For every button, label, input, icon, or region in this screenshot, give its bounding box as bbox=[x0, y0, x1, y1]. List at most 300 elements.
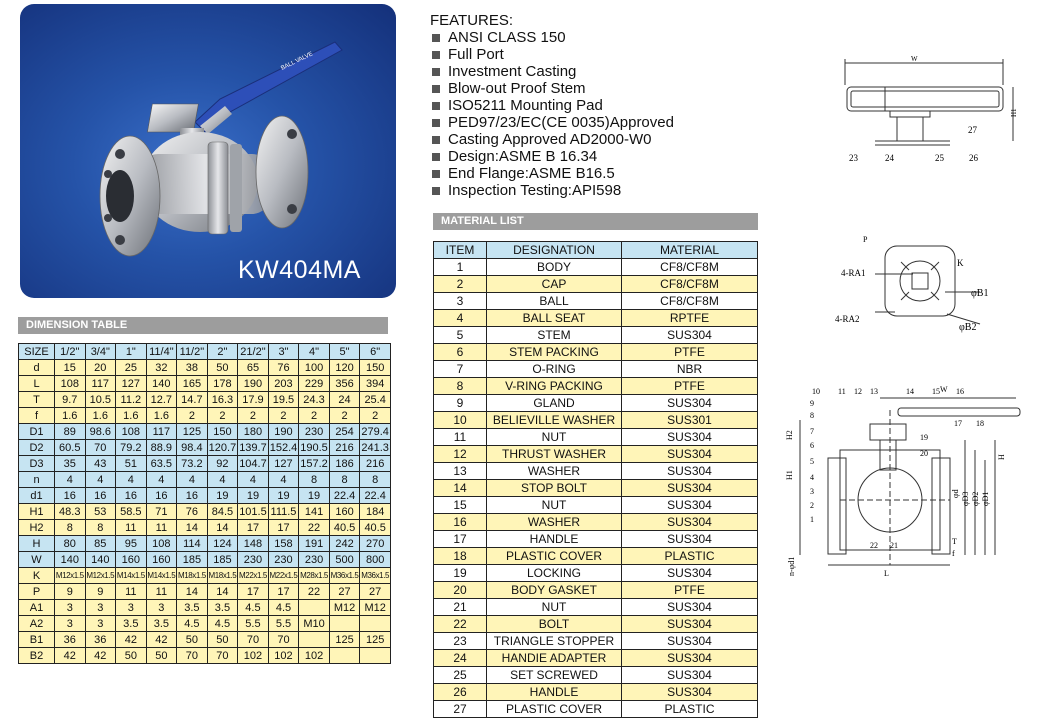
part-label: 19 bbox=[920, 433, 928, 442]
dimension-value-cell: 102 bbox=[238, 648, 269, 664]
material-row bbox=[434, 361, 758, 378]
dimension-label-cell: D2 bbox=[19, 440, 55, 456]
designation-cell: BELIEVILLE WASHER bbox=[487, 412, 622, 429]
features-list bbox=[430, 12, 674, 199]
dimension-value-cell: M22x1.5 bbox=[268, 568, 299, 584]
part-label: 27 bbox=[968, 125, 977, 135]
dimension-row bbox=[19, 584, 391, 600]
dimension-value-cell: 2 bbox=[238, 408, 269, 424]
section-d2-label: φD2 bbox=[971, 491, 980, 506]
dimension-value-cell: 241.3 bbox=[361, 441, 389, 454]
dimension-label-cell: K bbox=[19, 568, 55, 584]
dimension-value-cell: 2 bbox=[207, 408, 238, 424]
item-cell: 22 bbox=[434, 616, 487, 633]
material-row bbox=[434, 429, 758, 446]
dimension-value-cell: 71 bbox=[146, 504, 177, 520]
dimension-value-cell: 16 bbox=[177, 488, 208, 504]
dimension-value-cell: 92 bbox=[207, 456, 238, 472]
material-cell: SUS304 bbox=[622, 531, 758, 548]
feature-text: Full Port bbox=[448, 46, 504, 63]
feature-text: PED97/23/EC(CE 0035)Approved bbox=[448, 114, 674, 131]
dimension-value-cell: 4.5 bbox=[207, 616, 238, 632]
designation-cell: BALL SEAT bbox=[487, 310, 622, 327]
dimension-value-cell: 186 bbox=[329, 456, 360, 472]
dimension-value-cell: 3" bbox=[268, 344, 299, 360]
designation-cell: BODY bbox=[487, 259, 622, 276]
dimension-value-cell: 185 bbox=[207, 552, 238, 568]
part-label: 16 bbox=[956, 387, 964, 396]
dimension-value-cell: 63.5 bbox=[146, 456, 177, 472]
item-cell: 25 bbox=[434, 667, 487, 684]
dimension-label-cell: H2 bbox=[19, 520, 55, 536]
section-f-label: f bbox=[952, 549, 955, 558]
top-view-w-label: W bbox=[911, 55, 918, 63]
dimension-value-cell: 17 bbox=[238, 520, 269, 536]
dimension-value-cell: 191 bbox=[299, 536, 330, 552]
material-cell: PTFE bbox=[622, 378, 758, 395]
dimension-value-cell: 140 bbox=[146, 376, 177, 392]
dimension-value-cell: 152.4 bbox=[269, 441, 298, 454]
dimension-value-cell: M36x1.5 bbox=[360, 568, 391, 584]
dimension-value-cell: 73.2 bbox=[177, 456, 208, 472]
dimension-value-cell: 84.5 bbox=[207, 504, 238, 520]
dimension-value-cell: 17 bbox=[268, 520, 299, 536]
item-cell: 20 bbox=[434, 582, 487, 599]
dimension-value-cell: 120 bbox=[329, 360, 360, 376]
feature-item bbox=[430, 131, 674, 148]
dimension-value-cell: 4 bbox=[85, 472, 116, 488]
dimension-value-cell: 25 bbox=[116, 360, 147, 376]
material-cell: SUS304 bbox=[622, 463, 758, 480]
dimension-value-cell: 11 bbox=[116, 520, 147, 536]
dimension-label-cell: H1 bbox=[19, 504, 55, 520]
dimension-value-cell: 65 bbox=[238, 360, 269, 376]
material-cell: PLASTIC bbox=[622, 701, 758, 718]
material-row bbox=[434, 259, 758, 276]
material-cell: SUS304 bbox=[622, 684, 758, 701]
pad-ra2-label: 4-RA2 bbox=[835, 314, 860, 324]
dimension-value-cell: 230 bbox=[268, 552, 299, 568]
dimension-value-cell: 229 bbox=[299, 376, 330, 392]
bullet-icon bbox=[432, 119, 440, 127]
dimension-value-cell: 203 bbox=[268, 376, 299, 392]
dimension-label-cell: d1 bbox=[19, 488, 55, 504]
dimension-value-cell: 3.5 bbox=[116, 616, 147, 632]
dimension-value-cell: 270 bbox=[360, 536, 391, 552]
dimension-value-cell: 19.5 bbox=[268, 392, 299, 408]
feature-item bbox=[430, 165, 674, 182]
dimension-value-cell: 16 bbox=[146, 488, 177, 504]
material-row bbox=[434, 582, 758, 599]
dimension-value-cell: 1.6 bbox=[116, 408, 147, 424]
dimension-value-cell: 60.5 bbox=[55, 440, 86, 456]
dimension-value-cell: 38 bbox=[177, 360, 208, 376]
dimension-value-cell: 17 bbox=[268, 584, 299, 600]
dimension-value-cell: 3 bbox=[116, 600, 147, 616]
dimension-value-cell: 70 bbox=[238, 632, 269, 648]
feature-item bbox=[430, 29, 674, 46]
dimension-value-cell: 16 bbox=[85, 488, 116, 504]
dimension-value-cell: 185 bbox=[177, 552, 208, 568]
dimension-table bbox=[18, 343, 391, 664]
dimension-value-cell: 25.4 bbox=[360, 392, 391, 408]
dimension-value-cell: 102 bbox=[268, 648, 299, 664]
dimension-value-cell: 139.7 bbox=[239, 441, 267, 454]
material-row bbox=[434, 327, 758, 344]
material-cell: SUS304 bbox=[622, 395, 758, 412]
dimension-value-cell: 4.5 bbox=[268, 600, 299, 616]
model-name: KW404MA bbox=[238, 256, 361, 284]
dimension-value-cell: 14 bbox=[177, 520, 208, 536]
dimension-value-cell: 50 bbox=[116, 648, 147, 664]
dimension-value-cell: 14.7 bbox=[177, 392, 208, 408]
material-cell: PLASTIC bbox=[622, 548, 758, 565]
part-label: 20 bbox=[920, 449, 928, 458]
material-row bbox=[434, 344, 758, 361]
dimension-value-cell: 9 bbox=[55, 584, 86, 600]
designation-cell: O-RING bbox=[487, 361, 622, 378]
dimension-label-cell: P bbox=[19, 584, 55, 600]
part-label: 6 bbox=[810, 441, 814, 450]
section-l-label: L bbox=[884, 569, 889, 578]
dimension-value-cell: 53 bbox=[85, 504, 116, 520]
dimension-value-cell: 114 bbox=[177, 536, 208, 552]
dimension-value-cell: 17 bbox=[238, 584, 269, 600]
part-label: 25 bbox=[935, 153, 944, 163]
designation-cell: NUT bbox=[487, 429, 622, 446]
dimension-row bbox=[19, 504, 391, 520]
material-row bbox=[434, 633, 758, 650]
handle-text: BALL VALVE bbox=[280, 51, 314, 72]
part-label: 11 bbox=[838, 387, 846, 396]
bullet-icon bbox=[432, 68, 440, 76]
dimension-value-cell: 10.5 bbox=[85, 392, 116, 408]
dimension-value-cell: 242 bbox=[329, 536, 360, 552]
dimension-value-cell: 19 bbox=[268, 488, 299, 504]
feature-text: Design:ASME B 16.34 bbox=[448, 148, 598, 165]
dimension-value-cell: 70 bbox=[177, 648, 208, 664]
designation-cell: STEM bbox=[487, 327, 622, 344]
material-cell: CF8/CF8M bbox=[622, 276, 758, 293]
section-h1-label: H1 bbox=[785, 470, 794, 480]
material-cell: CF8/CF8M bbox=[622, 293, 758, 310]
section-h-label: H bbox=[997, 454, 1006, 460]
dimension-value-cell: 88.9 bbox=[146, 440, 177, 456]
section-d-label: φd bbox=[951, 489, 960, 498]
feature-text: End Flange:ASME B16.5 bbox=[448, 165, 615, 182]
dimension-value-cell: 178 bbox=[207, 376, 238, 392]
dimension-value-cell: 101.5 bbox=[239, 505, 267, 518]
dimension-value-cell: 165 bbox=[177, 376, 208, 392]
designation-cell: SET SCREWED bbox=[487, 667, 622, 684]
dimension-value-cell: 20 bbox=[85, 360, 116, 376]
feature-item bbox=[430, 148, 674, 165]
dimension-value-cell: 16 bbox=[116, 488, 147, 504]
part-label: 4 bbox=[810, 473, 814, 482]
feature-item bbox=[430, 46, 674, 63]
designation-cell: HANDLE bbox=[487, 531, 622, 548]
material-cell: CF8/CF8M bbox=[622, 259, 758, 276]
dimension-value-cell: 27 bbox=[329, 584, 360, 600]
dimension-value-cell: 76 bbox=[177, 504, 208, 520]
material-row bbox=[434, 514, 758, 531]
dimension-value-cell: 180 bbox=[238, 424, 269, 440]
dimension-value-cell: 148 bbox=[238, 536, 269, 552]
material-row bbox=[434, 565, 758, 582]
material-row bbox=[434, 463, 758, 480]
dimension-label-cell: n bbox=[19, 472, 55, 488]
dimension-value-cell: 125 bbox=[360, 632, 391, 648]
bullet-icon bbox=[432, 34, 440, 42]
dimension-value-cell: 127 bbox=[116, 376, 147, 392]
dimension-value-cell: 24 bbox=[329, 392, 360, 408]
material-row bbox=[434, 531, 758, 548]
pad-b1-label: φB1 bbox=[971, 288, 989, 299]
material-row bbox=[434, 446, 758, 463]
material-cell: SUS304 bbox=[622, 446, 758, 463]
part-label: 10 bbox=[812, 387, 820, 396]
dimension-label-cell: H bbox=[19, 536, 55, 552]
dimension-value-cell: M12 bbox=[360, 600, 391, 616]
dimension-value-cell bbox=[329, 648, 360, 664]
dimension-value-cell: 11 bbox=[146, 520, 177, 536]
feature-text: ISO5211 Mounting Pad bbox=[448, 97, 603, 114]
designation-cell: BOLT bbox=[487, 616, 622, 633]
dimension-value-cell: 127 bbox=[268, 456, 299, 472]
dimension-value-cell: M18x1.5 bbox=[207, 568, 238, 584]
item-cell: 14 bbox=[434, 480, 487, 497]
dimension-label-cell: D3 bbox=[19, 456, 55, 472]
dimension-value-cell: 356 bbox=[329, 376, 360, 392]
material-cell: SUS304 bbox=[622, 327, 758, 344]
part-label: 21 bbox=[890, 541, 898, 550]
dimension-row bbox=[19, 360, 391, 376]
item-cell: 19 bbox=[434, 565, 487, 582]
material-row bbox=[434, 599, 758, 616]
dimension-value-cell: 4 bbox=[55, 472, 86, 488]
part-label: 3 bbox=[810, 487, 814, 496]
dimension-value-cell: 8 bbox=[55, 520, 86, 536]
material-row bbox=[434, 480, 758, 497]
dimension-value-cell: 190 bbox=[238, 376, 269, 392]
dimension-label-cell: T bbox=[19, 392, 55, 408]
item-cell: 12 bbox=[434, 446, 487, 463]
dimension-value-cell: 279.4 bbox=[361, 425, 389, 438]
dimension-value-cell: 100 bbox=[299, 360, 330, 376]
bullet-icon bbox=[432, 85, 440, 93]
dimension-value-cell: 89 bbox=[55, 424, 86, 440]
dimension-value-cell: 50 bbox=[207, 632, 238, 648]
material-row bbox=[434, 276, 758, 293]
dimension-value-cell: 43 bbox=[85, 456, 116, 472]
dimension-value-cell: 500 bbox=[329, 552, 360, 568]
dimension-value-cell: 21/2" bbox=[238, 344, 269, 360]
dimension-value-cell: 2 bbox=[299, 408, 330, 424]
dimension-value-cell: 2 bbox=[360, 408, 391, 424]
designation-cell: STEM PACKING bbox=[487, 344, 622, 361]
dimension-value-cell: 5" bbox=[329, 344, 360, 360]
dimension-value-cell: 98.6 bbox=[85, 424, 116, 440]
dimension-value-cell: M36x1.5 bbox=[329, 568, 360, 584]
material-cell: RPTFE bbox=[622, 310, 758, 327]
dimension-value-cell: 108 bbox=[55, 376, 86, 392]
dimension-value-cell: 8 bbox=[329, 472, 360, 488]
dimension-value-cell: 1/2" bbox=[55, 344, 86, 360]
part-label: 17 bbox=[954, 419, 962, 428]
dimension-value-cell: 22.4 bbox=[329, 488, 360, 504]
material-row bbox=[434, 310, 758, 327]
dimension-value-cell: M14x1.5 bbox=[116, 568, 147, 584]
dimension-value-cell: 394 bbox=[360, 376, 391, 392]
part-label: 22 bbox=[870, 541, 878, 550]
dimension-value-cell: 35 bbox=[55, 456, 86, 472]
features-title: FEATURES: bbox=[430, 12, 514, 29]
item-cell: ITEM bbox=[434, 242, 487, 259]
bullet-icon bbox=[432, 102, 440, 110]
dimension-row bbox=[19, 552, 391, 568]
dimension-value-cell: 42 bbox=[85, 648, 116, 664]
dimension-value-cell: 140 bbox=[85, 552, 116, 568]
section-nd1-label: n-φd1 bbox=[787, 556, 796, 576]
dimension-value-cell: 4 bbox=[268, 472, 299, 488]
dimension-value-cell: 230 bbox=[299, 552, 330, 568]
material-row bbox=[434, 684, 758, 701]
dimension-value-cell: 157.2 bbox=[300, 457, 328, 470]
dimension-value-cell: 98.4 bbox=[177, 440, 208, 456]
pad-ra1-label: 4-RA1 bbox=[841, 268, 866, 278]
dimension-label-cell: D1 bbox=[19, 424, 55, 440]
dimension-value-cell: 2 bbox=[268, 408, 299, 424]
item-cell: 9 bbox=[434, 395, 487, 412]
dimension-value-cell: 51 bbox=[116, 456, 147, 472]
bullet-icon bbox=[432, 136, 440, 144]
item-cell: 7 bbox=[434, 361, 487, 378]
dimension-value-cell: 800 bbox=[360, 552, 391, 568]
material-cell: MATERIAL bbox=[622, 242, 758, 259]
part-label: 2 bbox=[810, 501, 814, 510]
dimension-value-cell: 104.7 bbox=[239, 457, 267, 470]
designation-cell: HANDIE ADAPTER bbox=[487, 650, 622, 667]
item-cell: 18 bbox=[434, 548, 487, 565]
material-cell: SUS304 bbox=[622, 497, 758, 514]
dimension-value-cell: 8 bbox=[360, 472, 391, 488]
dimension-label-cell: f bbox=[19, 408, 55, 424]
dimension-value-cell: 14 bbox=[207, 520, 238, 536]
dimension-value-cell: 19 bbox=[207, 488, 238, 504]
dimension-value-cell: M12 bbox=[329, 600, 360, 616]
dimension-value-cell: 19 bbox=[238, 488, 269, 504]
designation-cell: STOP BOLT bbox=[487, 480, 622, 497]
dimension-value-cell bbox=[299, 600, 330, 616]
part-label: 12 bbox=[854, 387, 862, 396]
designation-cell: BODY GASKET bbox=[487, 582, 622, 599]
pad-p-label: P bbox=[863, 235, 868, 244]
dimension-value-cell: M10 bbox=[299, 616, 330, 632]
dimension-value-cell: 11/4" bbox=[146, 344, 177, 360]
dimension-row bbox=[19, 520, 391, 536]
dimension-row bbox=[19, 408, 391, 424]
part-label: 15 bbox=[932, 387, 940, 396]
item-cell: 23 bbox=[434, 633, 487, 650]
section-view-drawing bbox=[780, 380, 1035, 580]
dimension-value-cell: 184 bbox=[360, 504, 391, 520]
dimension-label-cell: B2 bbox=[19, 648, 55, 664]
material-row bbox=[434, 701, 758, 718]
dimension-value-cell: 160 bbox=[146, 552, 177, 568]
material-row bbox=[434, 378, 758, 395]
dimension-value-cell: 48.3 bbox=[55, 504, 86, 520]
material-list-title: MATERIAL LIST bbox=[433, 213, 758, 230]
dimension-value-cell: 36 bbox=[55, 632, 86, 648]
dimension-value-cell: 9.7 bbox=[55, 392, 86, 408]
item-cell: 27 bbox=[434, 701, 487, 718]
dimension-label-cell: B1 bbox=[19, 632, 55, 648]
dimension-value-cell: 1" bbox=[116, 344, 147, 360]
dimension-value-cell: 42 bbox=[146, 632, 177, 648]
material-row bbox=[434, 650, 758, 667]
dimension-value-cell: 5.5 bbox=[268, 616, 299, 632]
part-label: 7 bbox=[810, 427, 814, 436]
dimension-value-cell: 3 bbox=[85, 616, 116, 632]
feature-text: ANSI CLASS 150 bbox=[448, 29, 566, 46]
dimension-value-cell: 3.5 bbox=[177, 600, 208, 616]
dimension-label-cell: W bbox=[19, 552, 55, 568]
dimension-value-cell: 4 bbox=[146, 472, 177, 488]
dimension-value-cell: 16 bbox=[55, 488, 86, 504]
section-w-label: W bbox=[940, 385, 948, 394]
dimension-row bbox=[19, 472, 391, 488]
dimension-value-cell: 3 bbox=[55, 616, 86, 632]
dimension-row bbox=[19, 424, 391, 440]
part-label: 9 bbox=[810, 399, 814, 408]
pad-k-label: K bbox=[957, 258, 964, 268]
material-cell: PTFE bbox=[622, 582, 758, 599]
section-d1-label: φD1 bbox=[981, 491, 990, 506]
dimension-row bbox=[19, 616, 391, 632]
dimension-value-cell: 3.5 bbox=[146, 616, 177, 632]
part-label: 14 bbox=[906, 387, 914, 396]
dimension-value-cell: 1.6 bbox=[85, 408, 116, 424]
dimension-value-cell: 4.5 bbox=[177, 616, 208, 632]
top-view-drawing bbox=[835, 55, 1025, 170]
dimension-value-cell: 254 bbox=[329, 424, 360, 440]
dimension-label-cell: SIZE bbox=[19, 344, 55, 360]
dimension-value-cell: 3 bbox=[85, 600, 116, 616]
material-cell: SUS304 bbox=[622, 633, 758, 650]
dimension-value-cell: 4 bbox=[177, 472, 208, 488]
part-label: 1 bbox=[810, 515, 814, 524]
material-row bbox=[434, 395, 758, 412]
dimension-row bbox=[19, 648, 391, 664]
material-row bbox=[434, 412, 758, 429]
dimension-value-cell: 3 bbox=[146, 600, 177, 616]
designation-cell: TRIANGLE STOPPER bbox=[487, 633, 622, 650]
dimension-value-cell: 141 bbox=[299, 504, 330, 520]
designation-cell: CAP bbox=[487, 276, 622, 293]
dimension-value-cell: 9 bbox=[85, 584, 116, 600]
dimension-value-cell: 190.5 bbox=[300, 441, 328, 454]
dimension-value-cell: 125 bbox=[177, 424, 208, 440]
part-label: 23 bbox=[849, 153, 858, 163]
designation-cell: THRUST WASHER bbox=[487, 446, 622, 463]
dimension-value-cell: 50 bbox=[207, 360, 238, 376]
pad-b2-label: φB2 bbox=[959, 322, 977, 333]
item-cell: 10 bbox=[434, 412, 487, 429]
section-t-label: T bbox=[952, 537, 957, 546]
dimension-value-cell: 16.3 bbox=[207, 392, 238, 408]
dimension-value-cell: 14 bbox=[207, 584, 238, 600]
dimension-value-cell: 4 bbox=[207, 472, 238, 488]
